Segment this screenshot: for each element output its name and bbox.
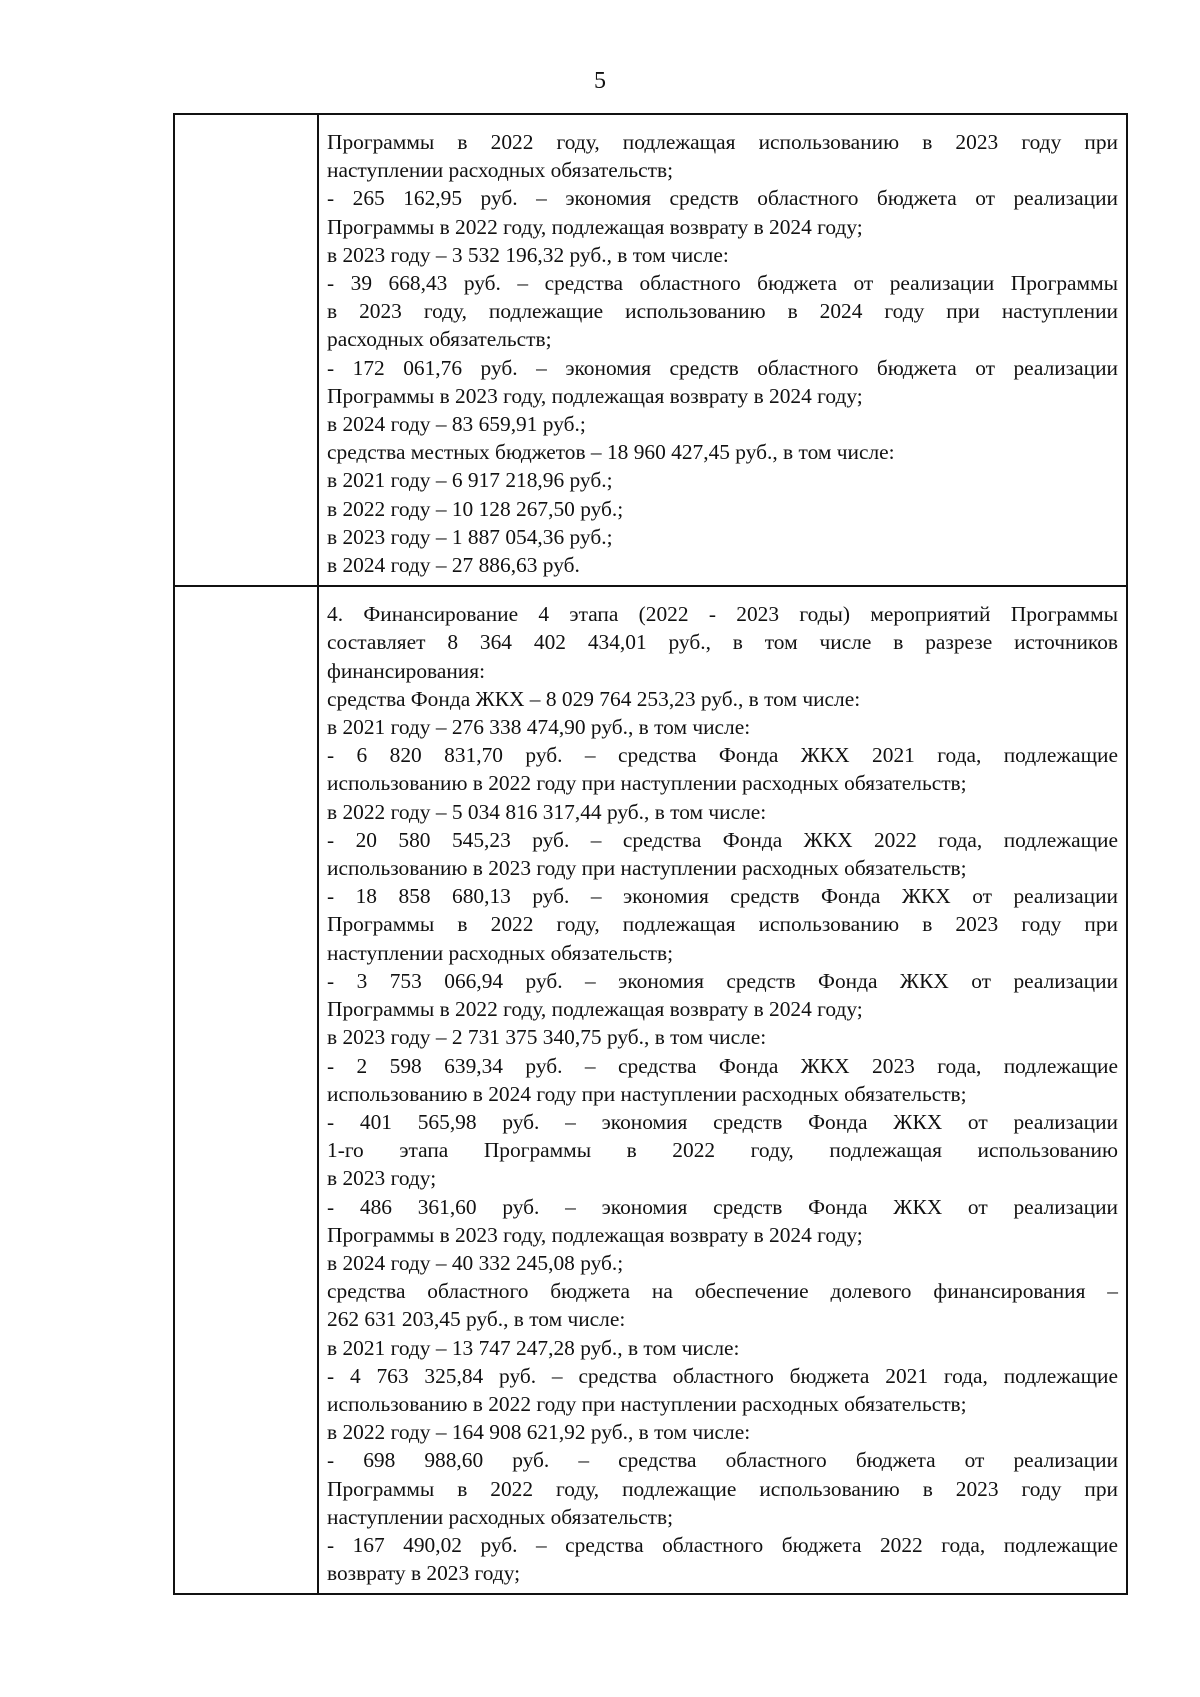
label-cell [174, 586, 318, 1594]
text-line: в 2022 году – 164 908 621,92 руб., в том числе: [327, 1420, 751, 1445]
text-line: 262 631 203,45 руб., в том числе: [327, 1307, 626, 1332]
text-line: использованию в 2024 году при наступлении расходных обязательств; [327, 1081, 967, 1106]
text-line: - 698 988,60 руб. – средства областного бюджета от реализации [327, 1448, 1118, 1473]
text-line: Программы в 2022 году, подлежащая использованию в 2023 году при [327, 130, 1118, 154]
text-line: в 2023 году; [327, 1166, 437, 1191]
text-line: - 167 490,02 руб. – средства областного бюджета 2022 года, подлежащие [327, 1532, 1118, 1557]
text-line: 1-го этапа Программы в 2022 году, подлежащая использованию [327, 1138, 1118, 1163]
table-row [174, 114, 1127, 586]
text-line: Программы в 2022 году, подлежащая использованию в 2023 году при [327, 912, 1118, 937]
text-line: наступлении расходных обязательств; [327, 940, 674, 965]
text-line: в 2023 году – 3 532 196,32 руб., в том числе: [327, 242, 729, 267]
funding-details-cell [318, 114, 1127, 586]
text-line: в 2024 году – 27 886,63 руб. [327, 553, 580, 578]
text-line: использованию в 2023 году при наступлении расходных обязательств; [327, 856, 967, 881]
text-line: в 2024 году – 83 659,91 руб.; [327, 412, 586, 437]
text-line: средства областного бюджета на обеспечение долевого финансирования – [327, 1279, 1118, 1304]
text-line: - 401 565,98 руб. – экономия средств Фонда ЖКХ от реализации [327, 1109, 1118, 1134]
label-cell [174, 114, 318, 586]
page-number: 5 [594, 68, 606, 94]
text-line: возврату в 2023 году; [327, 1561, 521, 1586]
text-line: расходных обязательств; [327, 327, 552, 352]
text-line: в 2023 году – 2 731 375 340,75 руб., в том числе: [327, 1025, 767, 1050]
text-line: наступлении расходных обязательств; [327, 158, 674, 183]
text-line: в 2021 году – 276 338 474,90 руб., в том числе: [327, 715, 751, 740]
text-line: 4. Финансирование 4 этапа (2022 - 2023 годы) мероприятий Программы [327, 602, 1118, 627]
program-funding-table [173, 113, 1128, 1595]
text-line: использованию в 2022 году при наступлении расходных обязательств; [327, 1391, 967, 1416]
text-line: в 2022 году – 5 034 816 317,44 руб., в том числе: [327, 799, 767, 824]
text-line: составляет 8 364 402 434,01 руб., в том числе в разрезе источников [327, 630, 1118, 655]
text-line: - 2 598 639,34 руб. – средства Фонда ЖКХ 2023 года, подлежащие [327, 1053, 1118, 1078]
text-line: - 18 858 680,13 руб. – экономия средств Фонда ЖКХ от реализации [327, 884, 1118, 909]
text-line: Программы в 2022 году, подлежащая возврату в 2024 году; [327, 214, 863, 239]
text-line: в 2024 году – 40 332 245,08 руб.; [327, 1250, 624, 1275]
text-line: в 2021 году – 6 917 218,96 руб.; [327, 468, 613, 493]
text-line: Программы в 2023 году, подлежащая возврату в 2024 году; [327, 1222, 863, 1247]
text-line: в 2023 году – 1 887 054,36 руб.; [327, 524, 613, 549]
text-line: средства местных бюджетов – 18 960 427,45 руб., в том числе: [327, 440, 895, 465]
text-line: средства Фонда ЖКХ – 8 029 764 253,23 руб., в том числе: [327, 686, 861, 711]
text-line: - 39 668,43 руб. – средства областного бюджета от реализации Программы [327, 271, 1118, 296]
text-line: Программы в 2022 году, подлежащие использованию в 2023 году при [327, 1476, 1118, 1501]
text-line: использованию в 2022 году при наступлении расходных обязательств; [327, 771, 967, 796]
text-line: - 3 753 066,94 руб. – экономия средств Фонда ЖКХ от реализации [327, 968, 1118, 993]
text-line: - 265 162,95 руб. – экономия средств областного бюджета от реализации [327, 186, 1118, 211]
text-line: - 486 361,60 руб. – экономия средств Фонда ЖКХ от реализации [327, 1194, 1118, 1219]
text-line: в 2023 году, подлежащие использованию в 2024 году при наступлении [327, 299, 1118, 324]
table-row [174, 586, 1127, 1594]
funding-details-cell [318, 586, 1127, 1594]
text-line: финансирования: [327, 658, 486, 683]
text-line: Программы в 2023 году, подлежащая возврату в 2024 году; [327, 383, 863, 408]
text-line: наступлении расходных обязательств; [327, 1504, 674, 1529]
text-line: Программы в 2022 году, подлежащая возврату в 2024 году; [327, 997, 863, 1022]
text-line: - 6 820 831,70 руб. – средства Фонда ЖКХ 2021 года, подлежащие [327, 743, 1118, 768]
text-line: в 2022 году – 10 128 267,50 руб.; [327, 496, 624, 521]
text-line: - 4 763 325,84 руб. – средства областного бюджета 2021 года, подлежащие [327, 1363, 1118, 1388]
text-line: - 172 061,76 руб. – экономия средств областного бюджета от реализации [327, 355, 1118, 380]
text-line: в 2021 году – 13 747 247,28 руб., в том числе: [327, 1335, 740, 1360]
text-line: - 20 580 545,23 руб. – средства Фонда ЖКХ 2022 года, подлежащие [327, 827, 1118, 852]
